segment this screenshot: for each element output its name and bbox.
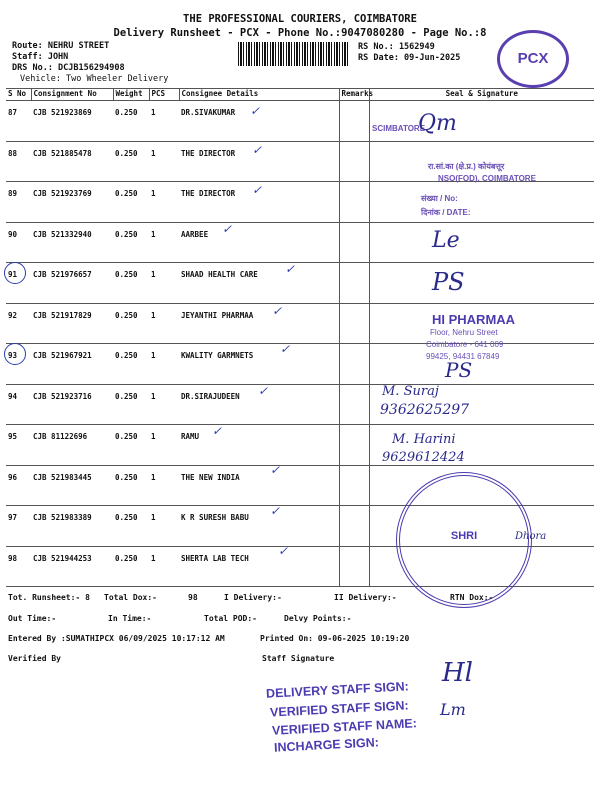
rs-number: RS No.: 1562949 [358, 42, 435, 52]
cell-seal [369, 263, 594, 304]
cell-remarks [339, 344, 369, 385]
total-pod: Total POD:- [204, 614, 257, 623]
vehicle: Vehicle: Two Wheeler Delivery [20, 74, 169, 84]
cell-consignment: CJB 521923716 [31, 384, 113, 425]
circle-mark-icon [4, 262, 26, 284]
cell-consignment: CJB 521944253 [31, 546, 113, 587]
cell-consignee: JEYANTHI PHARMAA [179, 303, 339, 344]
check-mark-icon: ✓ [222, 222, 233, 236]
cell-consignment: CJB 521885478 [31, 141, 113, 182]
check-mark-icon: ✓ [252, 183, 263, 197]
office-stamp-no: संख्या / No: [421, 194, 458, 203]
i-delivery: I Delivery:- [224, 593, 282, 602]
cell-consignment: CJB 521983445 [31, 465, 113, 506]
col-consignee: Consignee Details [179, 89, 339, 101]
cell-sno: 94 [6, 384, 31, 425]
round-seal-icon [396, 472, 532, 608]
cell-consignment: CJB 521923769 [31, 182, 113, 223]
cell-consignee: THE DIRECTOR [179, 182, 339, 223]
cell-pcs: 1 [149, 465, 179, 506]
table-row [6, 222, 594, 263]
office-stamp-hindi: रा.सां.का (क्षे.प्र.) कोयंबत्तूर [428, 162, 505, 171]
cell-weight: 0.250 [113, 425, 149, 466]
cell-pcs: 1 [149, 263, 179, 304]
cell-sno: 89 [6, 182, 31, 223]
delvy-points: Delvy Points:- [284, 614, 352, 623]
barcode [238, 42, 350, 66]
cell-pcs: 1 [149, 182, 179, 223]
cell-seal [369, 344, 594, 385]
cell-weight: 0.250 [113, 182, 149, 223]
handwritten-name-95: M. Harini [392, 432, 456, 447]
pcx-logo-text: PCX [517, 50, 549, 67]
entered-by: Entered By :SUMATHIPCX 06/09/2025 10:17:12 AM [8, 634, 225, 643]
handwritten-phone-94: 9362625297 [380, 402, 470, 418]
table-row [6, 384, 594, 425]
signature-row-91: PS [432, 268, 465, 296]
cell-weight: 0.250 [113, 141, 149, 182]
pharma-stamp-addr1: Floor, Nehru Street [430, 328, 498, 337]
cell-weight: 0.250 [113, 546, 149, 587]
round-seal-text: SHRI [450, 530, 478, 542]
cell-seal [369, 101, 594, 142]
cell-pcs: 1 [149, 222, 179, 263]
cell-weight: 0.250 [113, 101, 149, 142]
incharge-sign-stamp: INCHARGE SIGN: [273, 735, 380, 755]
cell-sno: 90 [6, 222, 31, 263]
cell-sno: 97 [6, 506, 31, 547]
handwritten-name-94: M. Suraj [382, 384, 439, 399]
cell-weight: 0.250 [113, 384, 149, 425]
cell-remarks [339, 303, 369, 344]
verified-by: Verified By [8, 654, 61, 663]
cell-consignment: CJB 521923869 [31, 101, 113, 142]
cell-weight: 0.250 [113, 263, 149, 304]
pharma-stamp-name: HI PHARMAA [432, 312, 516, 327]
cell-remarks [339, 101, 369, 142]
cell-consignee: SHAAD HEALTH CARE [179, 263, 339, 304]
rs-date: RS Date: 09-Jun-2025 [358, 53, 461, 63]
company-title: THE PROFESSIONAL COURIERS, COIMBATORE [183, 13, 417, 25]
cell-sno: 98 [6, 546, 31, 587]
cell-pcs: 1 [149, 344, 179, 385]
cell-remarks [339, 141, 369, 182]
cell-weight: 0.250 [113, 465, 149, 506]
verified-staff-signature: Lm [440, 700, 466, 719]
col-consignment: Consignment No [31, 89, 113, 101]
check-mark-icon: ✓ [285, 262, 296, 276]
cell-sno: 91 [6, 263, 31, 304]
cell-seal [369, 222, 594, 263]
verified-staff-name-stamp: VERIFIED STAFF NAME: [271, 716, 418, 738]
out-time: Out Time:- [8, 614, 57, 623]
cell-consignee: DR.SIRAJUDEEN [179, 384, 339, 425]
cell-weight: 0.250 [113, 344, 149, 385]
check-mark-icon: ✓ [278, 544, 289, 558]
handwritten-note: Dhora [515, 531, 547, 542]
cell-sno: 95 [6, 425, 31, 466]
verified-staff-sign-stamp: VERIFIED STAFF SIGN: [269, 698, 409, 720]
table-row [6, 101, 594, 142]
cell-consignment: CJB 81122696 [31, 425, 113, 466]
cell-consignee: THE DIRECTOR [179, 141, 339, 182]
in-time: In Time:- [108, 614, 152, 623]
cell-consignee: SHERTA LAB TECH [179, 546, 339, 587]
cell-consignee: K R SURESH BABU [179, 506, 339, 547]
cell-weight: 0.250 [113, 222, 149, 263]
rtn-dox: RTN Dox:- [450, 593, 494, 602]
cell-pcs: 1 [149, 101, 179, 142]
pharma-stamp-phone: 99425, 94431 67849 [426, 352, 500, 361]
cell-pcs: 1 [149, 384, 179, 425]
cell-consignee: AARBEE [179, 222, 339, 263]
tot-runsheet: Tot. Runsheet:- 8 [8, 593, 90, 602]
check-mark-icon: ✓ [258, 384, 269, 398]
total-dox-label: Total Dox:- [104, 593, 157, 602]
cell-sno: 87 [6, 101, 31, 142]
pharma-stamp-addr2: Coimbatore - 641 009 [426, 340, 504, 349]
table-row [6, 344, 594, 385]
cell-consignment: CJB 521967921 [31, 344, 113, 385]
check-mark-icon: ✓ [280, 342, 291, 356]
cell-consignee: THE NEW INDIA [179, 465, 339, 506]
cell-pcs: 1 [149, 141, 179, 182]
table-header [6, 89, 594, 101]
table-row [6, 263, 594, 304]
cell-remarks [339, 384, 369, 425]
drs-number: DRS No.: DCJB156294908 [12, 63, 125, 73]
ii-delivery: II Delivery:- [334, 593, 397, 602]
cell-remarks [339, 465, 369, 506]
check-mark-icon: ✓ [270, 504, 281, 518]
cell-consignee: RAMU [179, 425, 339, 466]
cell-consignee: DR.SIVAKUMAR [179, 101, 339, 142]
office-stamp-date: दिनांक / DATE: [421, 208, 471, 217]
cell-sno: 96 [6, 465, 31, 506]
check-mark-icon: ✓ [252, 143, 263, 157]
cell-remarks [339, 546, 369, 587]
office-stamp-eng: NSO(FOD), COIMBATORE [438, 174, 536, 183]
signature-row-87: Qm [418, 111, 457, 136]
col-seal-signature: Seal & Signature [369, 89, 594, 101]
cell-consignment: CJB 521917829 [31, 303, 113, 344]
printed-on: Printed On: 09-06-2025 10:19:20 [260, 634, 410, 643]
cell-remarks [339, 222, 369, 263]
check-mark-icon: ✓ [212, 424, 223, 438]
office-stamp-dept: SCIMBATORE [372, 124, 426, 133]
delivery-staff-sign-stamp: DELIVERY STAFF SIGN: [265, 679, 410, 701]
runsheet-subtitle: Delivery Runsheet - PCX - Phone No.:9047080280 - Page No.:8 [113, 27, 487, 39]
handwritten-phone-95: 9629612424 [382, 450, 465, 465]
cell-pcs: 1 [149, 425, 179, 466]
col-weight: Weight [113, 89, 149, 101]
cell-sno: 88 [6, 141, 31, 182]
signature-row-93: PS [445, 358, 473, 382]
total-dox-value: 98 [188, 593, 198, 602]
cell-weight: 0.250 [113, 506, 149, 547]
cell-remarks [339, 263, 369, 304]
col-sno: S No [6, 89, 31, 101]
col-pcs: PCS [149, 89, 179, 101]
pcx-logo-stamp [497, 30, 569, 88]
circle-mark-icon [4, 343, 26, 365]
route: Route: NEHRU STREET [12, 41, 110, 51]
cell-pcs: 1 [149, 546, 179, 587]
delivery-staff-signature: Hl [442, 658, 473, 688]
cell-remarks [339, 506, 369, 547]
cell-consignment: CJB 521332940 [31, 222, 113, 263]
table-row [6, 425, 594, 466]
col-remarks: Remarks [339, 89, 369, 101]
cell-remarks [339, 425, 369, 466]
check-mark-icon: ✓ [270, 463, 281, 477]
cell-consignment: CJB 521976657 [31, 263, 113, 304]
cell-weight: 0.250 [113, 303, 149, 344]
cell-consignment: CJB 521983389 [31, 506, 113, 547]
check-mark-icon: ✓ [250, 104, 261, 118]
cell-remarks [339, 182, 369, 223]
table-row [6, 182, 594, 223]
signature-row-90: Le [432, 228, 460, 253]
staff-signature: Staff Signature [262, 654, 335, 663]
cell-sno: 92 [6, 303, 31, 344]
cell-pcs: 1 [149, 303, 179, 344]
cell-consignee: KWALITY GARMNETS [179, 344, 339, 385]
cell-seal [369, 182, 594, 223]
check-mark-icon: ✓ [272, 304, 283, 318]
cell-sno: 93 [6, 344, 31, 385]
cell-pcs: 1 [149, 506, 179, 547]
staff: Staff: JOHN [12, 52, 69, 62]
